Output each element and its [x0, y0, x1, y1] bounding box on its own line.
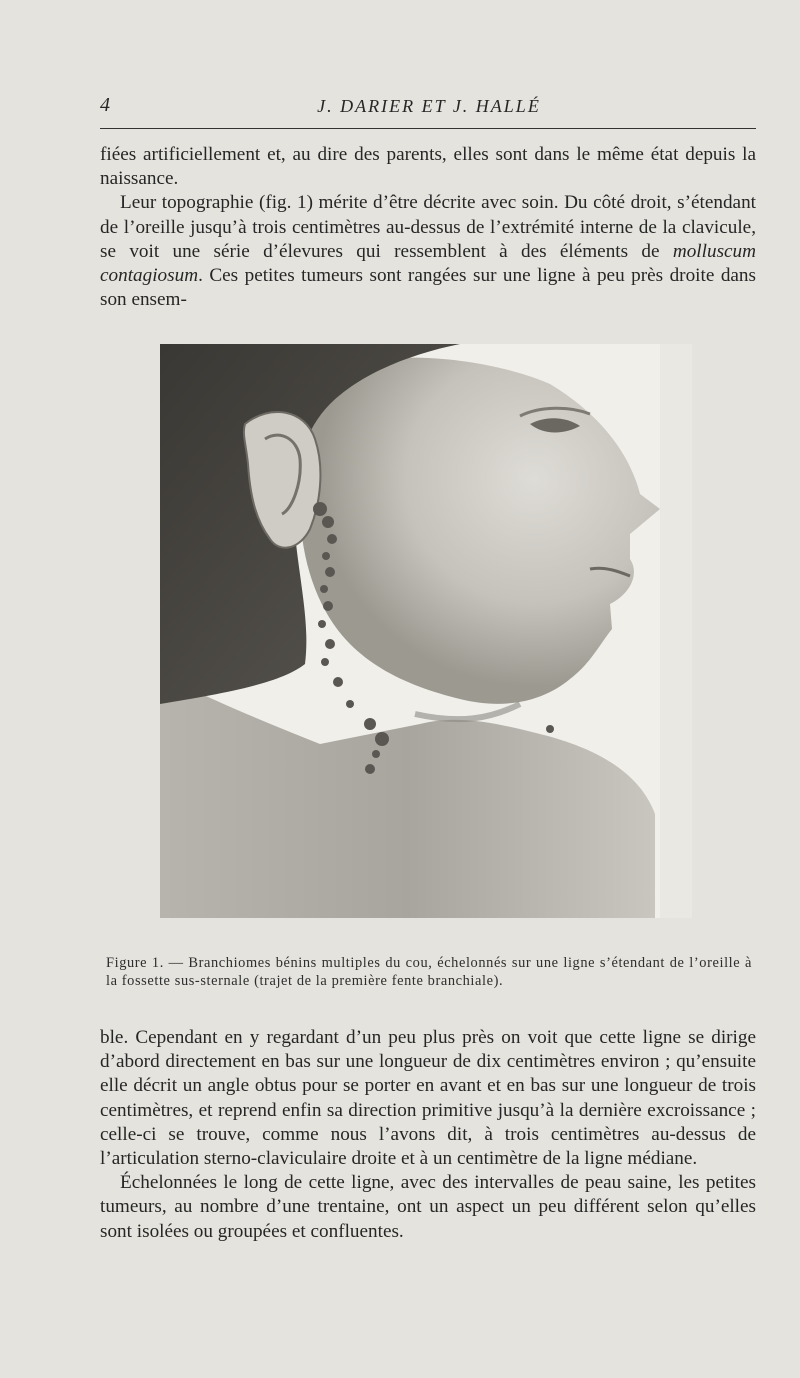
paragraph-topography — [100, 191, 756, 312]
figure-photograph — [160, 344, 692, 918]
paragraph-topography-text: Leur topographie (fig. 1) mérite d’être décrite avec soin. Du côté droit, s’étendant de l’oreille jusqu’à trois centimètres au-dessus de l’extrémité interne de la clavicule, se voit une série d’élevures qui ressemblent à des éléments de — [100, 192, 756, 262]
running-title: J. DARIER ET J. HALLÉ — [317, 96, 541, 116]
paragraph-topography-end: . Ces petites tumeurs sont rangées sur une ligne à peu près droite dans son ensem- — [100, 265, 756, 311]
figure-caption: Figure 1. — Branchiomes bénins multiples du cou, échelonnés sur une ligne s’étendant de l’oreille à la fossette sus-sternale (trajet de la première fente branchiale). — [106, 955, 752, 989]
paragraph-tumors: Échelonnées le long de cette ligne, avec des intervalles de peau saine, les petites tumeurs, au nombre d’une trentaine, ont un aspect un peu différent selon qu’elles sont isolées ou groupées et confluentes. — [100, 1172, 756, 1242]
text-block-top — [100, 143, 756, 312]
running-head — [100, 94, 758, 120]
paragraph-continuation: fiées artificiellement et, au dire des parents, elles sont dans le même état depuis la naissance. — [100, 144, 756, 190]
text-block-bottom — [100, 1026, 756, 1244]
patient-photograph — [160, 344, 692, 918]
header-rule — [100, 128, 756, 129]
term-molluscum: molluscum contagiosum — [100, 240, 756, 287]
page-number: 4 — [100, 94, 110, 116]
paragraph-description: ble. Cependant en y regardant d’un peu plus près on voit que cette ligne se dirige d’abord directement en bas sur une longueur de dix centimètres environ ; qu’ensuite elle décrit un angle obtus pour se porter en avant et en bas sur une longueur de trois centimètres, et reprend enfin sa direction primitive jusqu’à la dernière excroissance ; celle-ci se trouve, comme nous l’avons dit, à trois centimètres au-dessus de l’articulation sterno-claviculaire droite et à un centimètre de la ligne médiane. — [100, 1027, 756, 1170]
